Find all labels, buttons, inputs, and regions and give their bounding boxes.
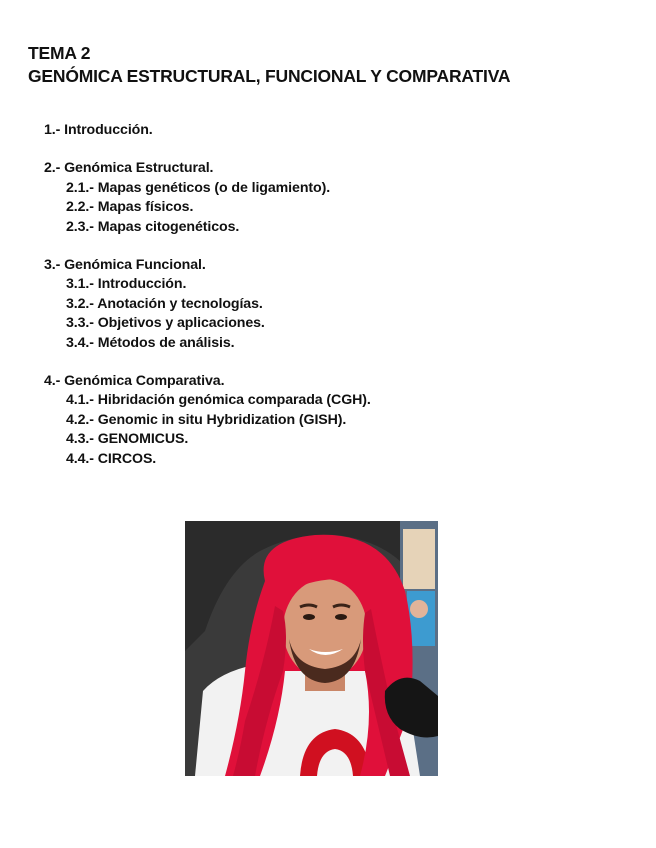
toc-section-3: [44, 256, 604, 353]
person-photo: [185, 521, 438, 776]
toc-item: 4.1.- Hibridación genómica comparada (CGH).: [66, 392, 371, 409]
table-of-contents: [44, 121, 604, 469]
toc-section-2: [44, 159, 604, 237]
toc-item: 2.1.- Mapas genéticos (o de ligamiento).: [66, 179, 331, 196]
toc-item: 2.3.- Mapas citogenéticos.: [66, 218, 240, 235]
toc-heading: 4.- Genómica Comparativa.: [44, 373, 225, 390]
toc-item: 3.2.- Anotación y tecnologías.: [66, 295, 263, 312]
toc-section-1: [44, 121, 604, 140]
page-title: [28, 42, 510, 88]
toc-item: 4.2.- Genomic in situ Hybridization (GISH).: [66, 411, 347, 428]
face: [283, 579, 367, 679]
title-line-1: TEMA 2: [28, 43, 91, 63]
right-eye: [335, 614, 347, 620]
toc-heading: 3.- Genómica Funcional.: [44, 257, 206, 274]
toc-item: 4.4.- CIRCOS.: [66, 450, 157, 467]
toc-item: 4.3.- GENOMICUS.: [66, 431, 189, 448]
toc-item: 3.1.- Introducción.: [66, 276, 187, 293]
toc-item: 2.2.- Mapas físicos.: [66, 199, 194, 216]
left-eye: [303, 614, 315, 620]
toc-item: 3.4.- Métodos de análisis.: [66, 334, 235, 351]
toc-item: 3.3.- Objetivos y aplicaciones.: [66, 315, 265, 332]
toc-heading: 1.- Introducción.: [44, 122, 153, 138]
poster: [403, 529, 435, 589]
toc-section-4: [44, 372, 604, 469]
title-line-2: GENÓMICA ESTRUCTURAL, FUNCIONAL Y COMPARATIVA: [28, 66, 511, 86]
toc-heading: 2.- Genómica Estructural.: [44, 160, 214, 177]
person-illustration: [185, 521, 438, 776]
poster-face: [410, 600, 428, 618]
